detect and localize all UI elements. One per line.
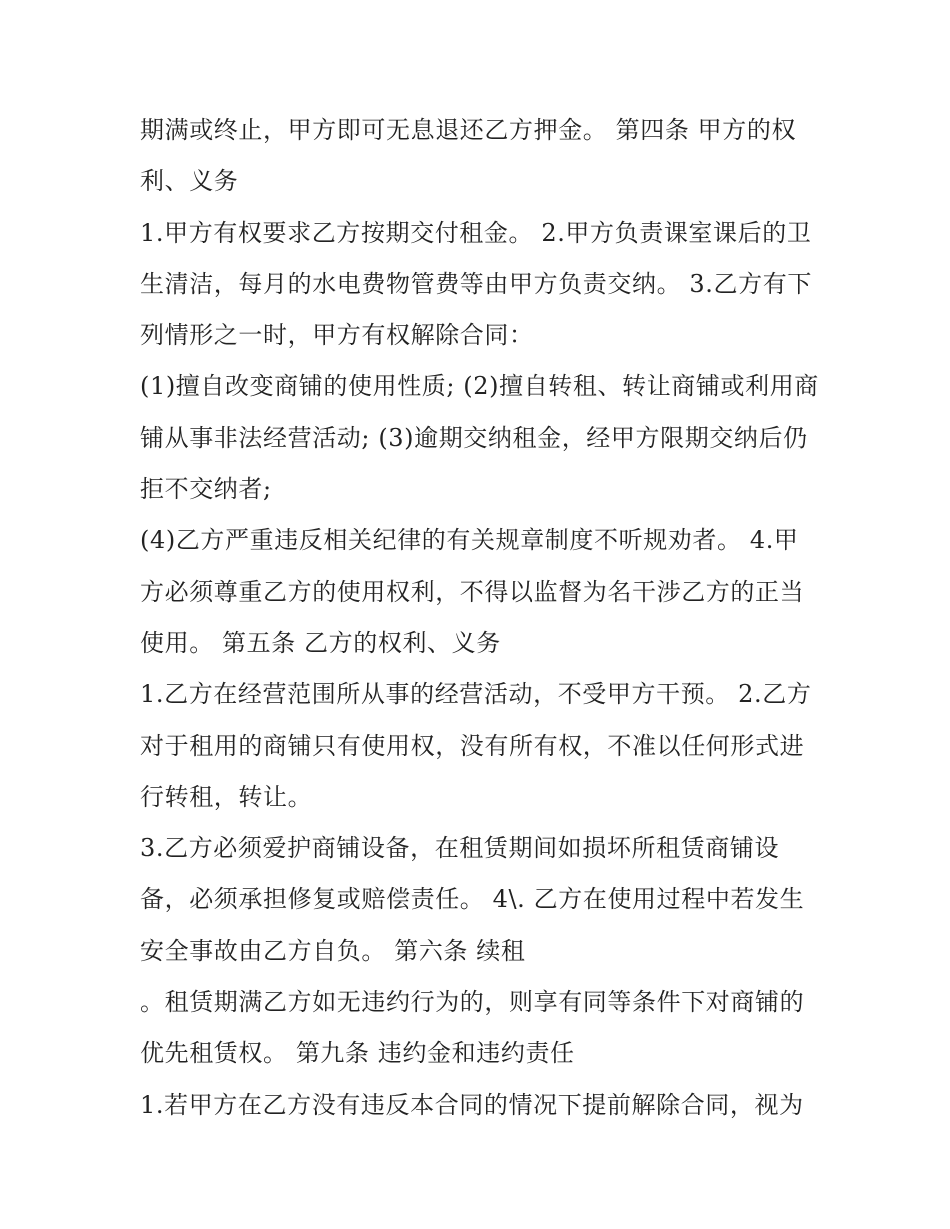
text-line: 铺从事非法经营活动; (3)逾期交纳租金，经甲方限期交纳后仍	[140, 423, 808, 452]
text-line: 备，必须承担修复或赔偿责任。 4\. 乙方在使用过程中若发生	[140, 885, 805, 914]
text-line: 3.乙方必须爱护商铺设备，在租赁期间如损坏所租赁商铺设	[140, 834, 780, 863]
text-line: 方必须尊重乙方的使用权利，不得以监督为名干涉乙方的正当	[140, 577, 805, 606]
text-line: 行转租，转让。	[140, 782, 313, 811]
text-line: 生清洁，每月的水电费物管费等由甲方负责交纳。 3.乙方有下	[140, 269, 812, 298]
text-line: 优先租赁权。 第九条 违约金和违约责任	[140, 1039, 575, 1068]
text-line: 安全事故由乙方自负。 第六条 续租	[140, 936, 526, 965]
text-line: (1)擅自改变商铺的使用性质; (2)擅自转租、转让商铺或利用商	[140, 372, 819, 401]
text-line: 拒不交纳者;	[140, 475, 272, 504]
text-line: 1.若甲方在乙方没有违反本合同的情况下提前解除合同，视为	[140, 1090, 804, 1119]
text-line: 使用。 第五条 乙方的权利、义务	[140, 628, 501, 657]
document-body	[140, 105, 820, 1131]
text-line: (4)乙方严重违反相关纪律的有关规章制度不听规劝者。 4.甲	[140, 526, 799, 555]
text-line: 列情形之一时，甲方有权解除合同：	[140, 321, 534, 350]
text-line: 1.甲方有权要求乙方按期交付租金。 2.甲方负责课室课后的卫	[140, 218, 812, 247]
text-line: 对于租用的商铺只有使用权，没有所有权，不准以任何形式进	[140, 731, 805, 760]
text-line: 。租赁期满乙方如无违约行为的，则享有同等条件下对商铺的	[140, 988, 805, 1017]
text-line: 利、义务	[140, 167, 239, 196]
text-line: 期满或终止，甲方即可无息退还乙方押金。 第四条 甲方的权	[140, 116, 797, 144]
text-line: 1.乙方在经营范围所从事的经营活动，不受甲方干预。 2.乙方	[140, 680, 812, 709]
